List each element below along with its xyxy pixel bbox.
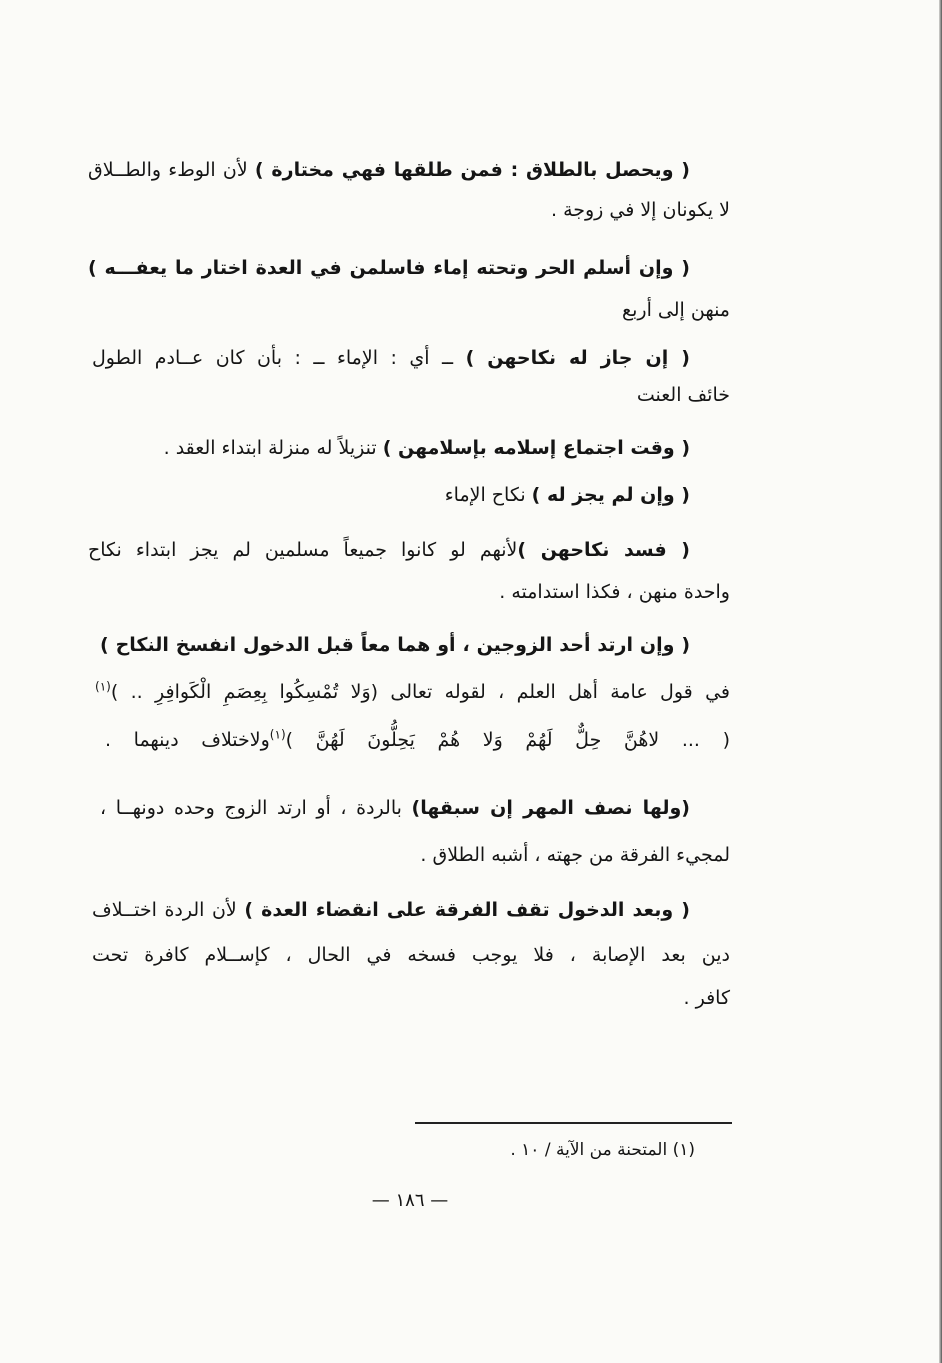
- bold-phrase: ( ويحصل بالطلاق : فمن طلقها فهي مختارة ): [254, 159, 690, 181]
- commentary-text: ولاختلاف دينهما .: [105, 729, 270, 751]
- bold-phrase: ( وإن لم يجز له ): [531, 484, 690, 506]
- commentary-text: لا يكونان إلا في زوجة .: [550, 199, 730, 221]
- text-line: [88, 380, 730, 410]
- text-line: [88, 480, 690, 510]
- text-line: [88, 983, 730, 1013]
- quran-quote: ( ... لاهُنَّ حِلٌّ لَهُمْ وَلا هُمْ يَحِلُّونَ لَهُنَّ ): [285, 729, 730, 751]
- text-line: [105, 725, 730, 755]
- footnote-ref: (١): [269, 727, 286, 742]
- bold-phrase: (ولها نصف المهر إن سبقها): [411, 797, 690, 819]
- commentary-text: منهن إلى أربع: [622, 299, 730, 321]
- commentary-text: نكاح الإماء: [444, 484, 532, 506]
- bold-phrase: ( وبعد الدخول تقف الفرقة على انقضاء العدة ): [244, 899, 690, 921]
- commentary-text: خائف العنت: [636, 384, 730, 406]
- text-line: [88, 840, 730, 870]
- text-line: [92, 940, 730, 970]
- text-line: [88, 155, 690, 185]
- commentary-text: تنزيلاً له منزلة ابتداء العقد .: [163, 437, 383, 459]
- bold-phrase: ( وإن ارتد أحد الزوجين ، أو هما معاً قبل الدخول انفسخ النكاح ): [100, 634, 690, 656]
- page-number: — ١٨٦ —: [371, 1190, 449, 1211]
- footnote-ref: (١): [95, 679, 111, 694]
- footnote-separator: [415, 1122, 732, 1124]
- bold-phrase: ( فسد نكاحهن ): [517, 539, 690, 561]
- commentary-text: كافر .: [683, 987, 730, 1009]
- footnote-marker: (١): [672, 1140, 695, 1160]
- commentary-text: ــ أي : الإماء ــ : بأن كان عــادم الطول: [92, 347, 466, 369]
- text-line: [88, 253, 690, 283]
- commentary-text: في قول عامة أهل العلم ، لقوله تعالى (وَلا تُمْسِكُوا بِعِصَمِ الْكَوافِرِ .. ): [110, 681, 730, 703]
- text-line: [88, 535, 690, 565]
- text-line: [92, 343, 690, 373]
- text-line: [88, 195, 730, 225]
- bold-phrase: ( إن جاز له نكاحهن ): [465, 347, 690, 369]
- text-line: [92, 895, 690, 925]
- footnote-text: المتحنة من الآية / ١٠ .: [510, 1140, 668, 1160]
- text-line: [100, 793, 690, 823]
- commentary-text: واحدة منهن ، فكذا استدامته .: [499, 581, 730, 603]
- commentary-text: لأن الوطء والطــلاق: [88, 159, 255, 181]
- text-line: [88, 295, 730, 325]
- footnote: [510, 1138, 695, 1162]
- commentary-text: لمجيء الفرقة من جهته ، أشبه الطلاق .: [420, 844, 730, 866]
- commentary-text: لأنهم لو كانوا جميعاً مسلمين لم يجز ابتداء نكاح: [88, 539, 518, 561]
- text-line: [88, 433, 690, 463]
- text-line: [95, 677, 730, 707]
- bold-phrase: ( وقت اجتماع إسلامه بإسلامهن ): [382, 437, 690, 459]
- bold-phrase: ( وإن أسلم الحر وتحته إماء فاسلمن في العدة اختار ما يعفـــه ): [88, 257, 690, 279]
- text-line: [100, 630, 690, 660]
- commentary-text: لأن الردة اختــلاف: [92, 899, 245, 921]
- commentary-text: دين بعد الإصابة ، فلا يوجب فسخه في الحال ، كإســلام كافرة تحت: [92, 944, 730, 966]
- commentary-text: بالردة ، أو ارتد الزوج وحده دونهــا ،: [100, 797, 412, 819]
- text-line: [88, 577, 730, 607]
